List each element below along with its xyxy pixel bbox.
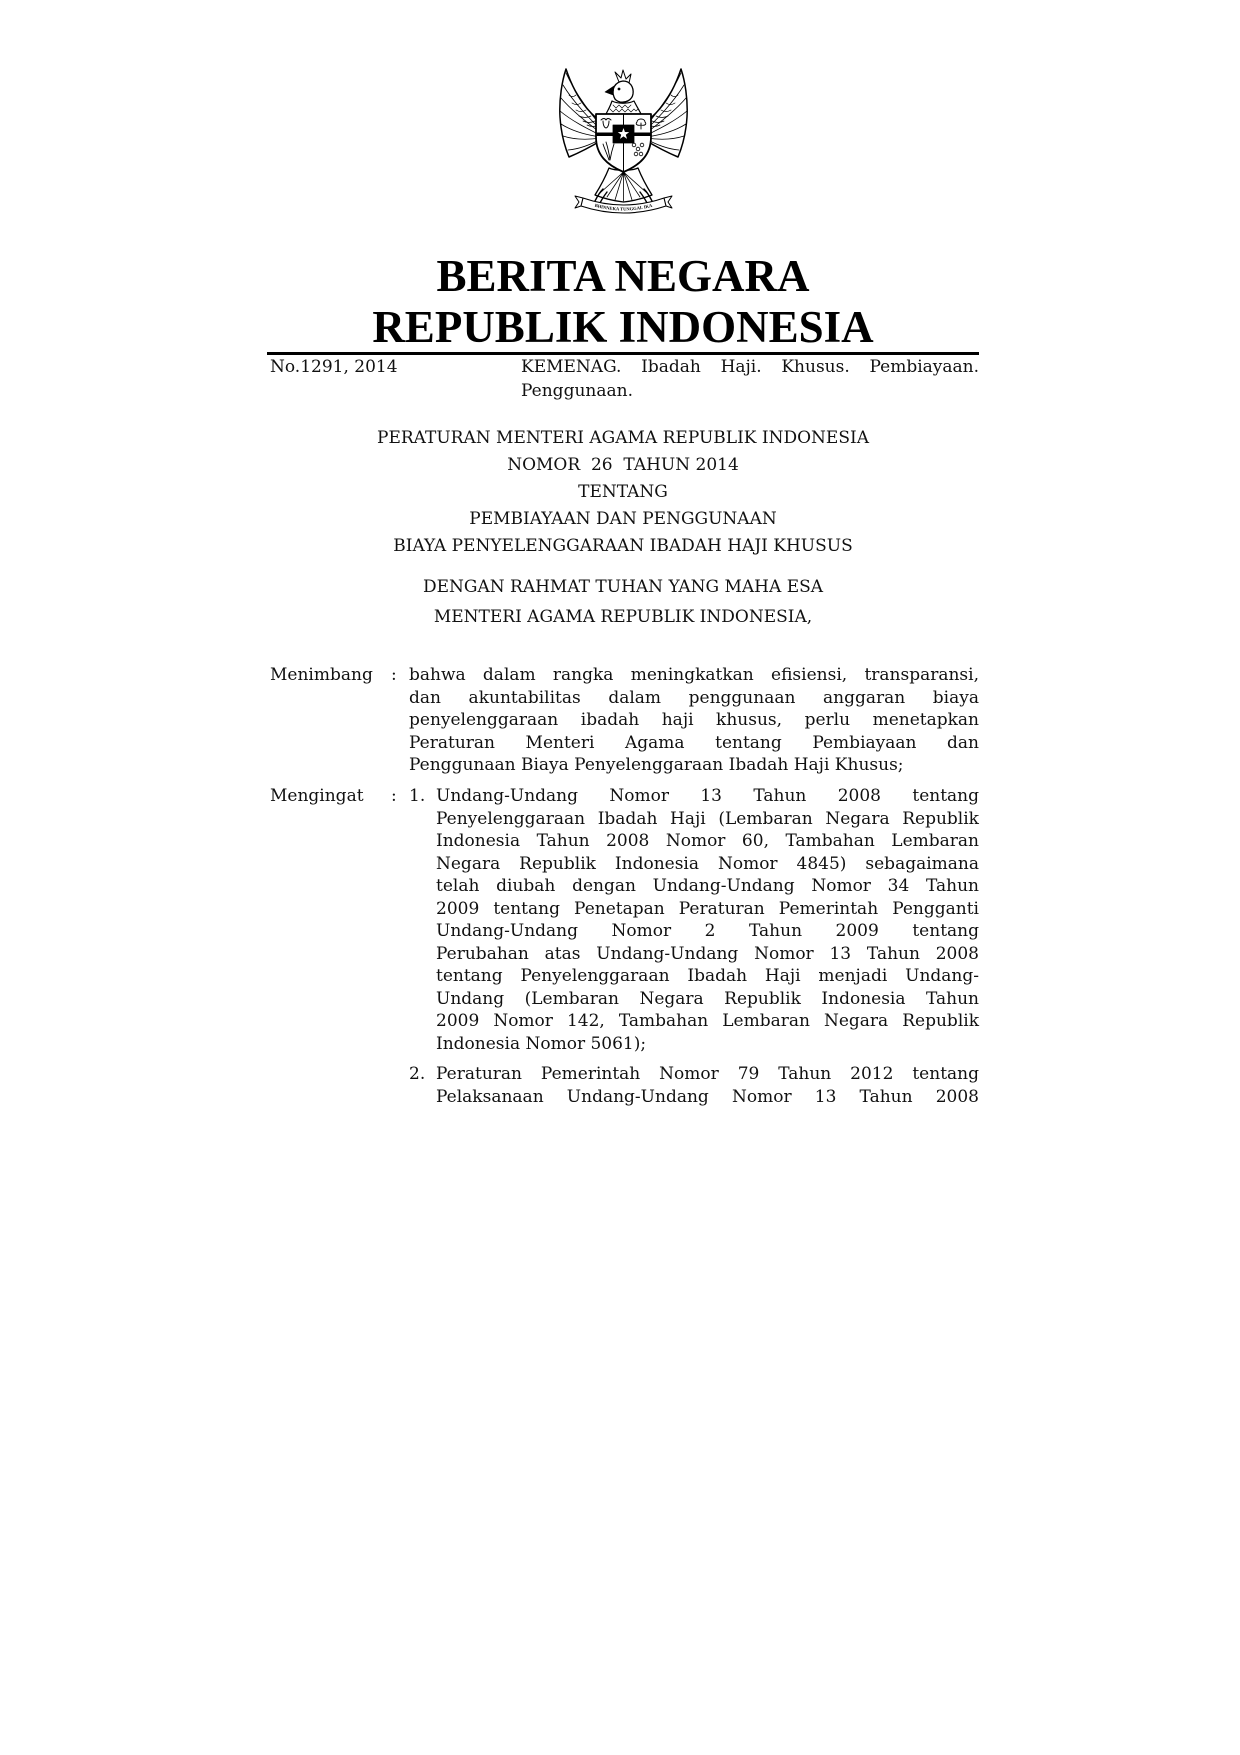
heading-line: NOMOR 26 TAHUN 2014 xyxy=(507,455,739,475)
menimbang-line: Peraturan Menteri Agama tentang Pembiayaan dan xyxy=(409,732,979,753)
mengingat-item-1 xyxy=(436,785,979,1056)
issue-subject xyxy=(521,355,979,403)
mengingat-line: telah diubah dengan Undang-Undang Nomor 34 Tahun xyxy=(436,876,979,897)
mengingat-line: Indonesia Tahun 2008 Nomor 60, Tambahan Lembaran xyxy=(436,831,979,852)
beak xyxy=(605,86,614,95)
issue-number: No.1291, 2014 xyxy=(270,357,398,377)
menimbang-label: Menimbang xyxy=(270,665,373,685)
mengingat-label: Mengingat xyxy=(270,786,364,806)
mengingat-line: Undang (Lembaran Negara Republik Indonesia Tahun xyxy=(436,988,979,1009)
mengingat-line: Undang-Undang Nomor 2 Tahun 2009 tentang xyxy=(436,921,979,942)
subject-line: KEMENAG. Ibadah Haji. Khusus. Pembiayaan. xyxy=(521,357,979,377)
emblem-shield xyxy=(596,114,651,172)
mengingat-line: Penyelenggaraan Ibadah Haji (Lembaran Negara Republik xyxy=(436,808,979,829)
neck xyxy=(606,101,641,114)
mengingat-line: 2009 Nomor 142, Tambahan Lembaran Negara Republik xyxy=(436,1011,979,1032)
menimbang-text xyxy=(409,664,979,777)
garuda-head xyxy=(605,70,641,114)
subject-line: Penggunaan. xyxy=(521,381,633,401)
mengingat-line: 2009 tentang Penetapan Peraturan Pemerintah Pengganti xyxy=(436,898,979,919)
menimbang-colon: : xyxy=(391,665,397,685)
masthead-subtitle: REPUBLIK INDONESIA xyxy=(372,302,874,352)
menimbang-line: bahwa dalam rangka meningkatkan efisiensi, transparansi, xyxy=(409,665,979,685)
masthead-title: BERITA NEGARA xyxy=(436,251,810,301)
mengingat-line: Indonesia Nomor 5061); xyxy=(436,1034,647,1055)
heading-line: PERATURAN MENTERI AGAMA REPUBLIK INDONESIA xyxy=(377,428,869,448)
preamble-line: DENGAN RAHMAT TUHAN YANG MAHA ESA xyxy=(422,577,824,597)
mengingat-line: Negara Republik Indonesia Nomor 4845) sebagaimana xyxy=(436,853,979,874)
mengingat-line: tentang Penyelenggaraan Ibadah Haji menjadi Undang- xyxy=(436,966,979,987)
mengingat-item-2 xyxy=(436,1063,979,1108)
heading-line: PEMBIAYAAN DAN PENGGUNAAN xyxy=(469,509,777,529)
mengingat-line: Peraturan Pemerintah Nomor 79 Tahun 2012 tentang xyxy=(436,1064,979,1084)
menimbang-line: penyelenggaraan ibadah haji khusus, perlu menetapkan xyxy=(409,710,979,731)
heading-line: BIAYA PENYELENGGARAAN IBADAH HAJI KHUSUS xyxy=(393,536,853,556)
eye xyxy=(618,88,621,91)
mengingat-line: Pelaksanaan Undang-Undang Nomor 13 Tahun 2008 xyxy=(436,1086,979,1107)
mengingat-line: Undang-Undang Nomor 13 Tahun 2008 tentang xyxy=(436,786,979,806)
regulation-preamble xyxy=(267,572,979,632)
heading-line: TENTANG xyxy=(578,482,668,502)
mengingat-line: Perubahan atas Undang-Undang Nomor 13 Tahun 2008 xyxy=(436,943,979,964)
motto-text: BHINNEKA TUNGGAL IKA xyxy=(594,202,653,212)
list-item-number: 1. xyxy=(409,786,426,806)
mengingat-colon: : xyxy=(391,786,397,806)
menimbang-line: dan akuntabilitas dalam penggunaan anggaran biaya xyxy=(409,687,979,708)
garuda-pancasila-icon xyxy=(553,65,694,217)
list-item-number: 2. xyxy=(409,1064,426,1084)
menimbang-line: Penggunaan Biaya Penyelenggaraan Ibadah Haji Khusus; xyxy=(409,755,904,776)
head-outline xyxy=(613,81,633,102)
regulation-heading xyxy=(267,425,979,560)
preamble-line: MENTERI AGAMA REPUBLIK INDONESIA, xyxy=(433,607,813,627)
